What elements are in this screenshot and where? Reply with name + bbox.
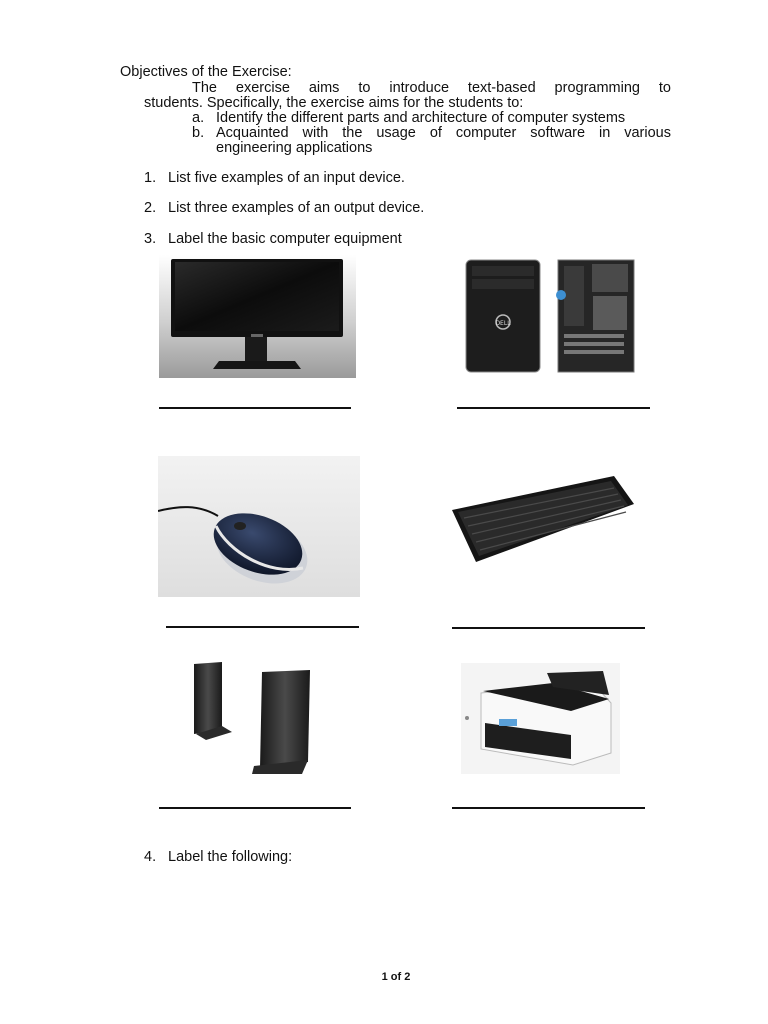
question-1-number: 1. — [144, 170, 157, 186]
question-4-number: 4. — [144, 849, 157, 865]
speakers-image — [186, 660, 312, 776]
keyboard-image — [446, 472, 637, 569]
question-1-text: List five examples of an input device. — [168, 170, 405, 186]
answer-line-system-unit[interactable] — [457, 407, 650, 409]
objective-b-text: Acquainted with the usage of computer software in various — [216, 125, 671, 141]
page-number: 1 of 2 — [381, 971, 411, 983]
objective-a-marker: a. — [192, 110, 205, 126]
answer-line-speakers[interactable] — [159, 807, 351, 809]
svg-text:DELL: DELL — [495, 320, 511, 327]
monitor-image — [159, 255, 356, 378]
objectives-intro-line2: students. Specifically, the exercise aims for the students to: — [144, 95, 524, 111]
objective-a-text: Identify the different parts and architecture of computer systems — [216, 110, 626, 126]
question-2-number: 2. — [144, 200, 157, 216]
answer-line-mouse[interactable] — [166, 626, 359, 628]
objectives-intro-line1: The exercise aims to introduce text-based programming to — [192, 80, 671, 96]
objective-b-marker: b. — [192, 125, 205, 141]
question-2-text: List three examples of an output device. — [168, 200, 425, 216]
objective-b-text-cont: engineering applications — [216, 140, 373, 156]
system-unit-image — [462, 256, 640, 376]
question-3-number: 3. — [144, 231, 157, 247]
answer-line-keyboard[interactable] — [452, 627, 645, 629]
printer-image — [461, 663, 620, 774]
mouse-image — [158, 456, 360, 597]
answer-line-monitor[interactable] — [159, 407, 351, 409]
answer-line-printer[interactable] — [452, 807, 645, 809]
question-4-text: Label the following: — [168, 849, 293, 865]
objectives-heading: Objectives of the Exercise: — [120, 64, 292, 80]
question-3-text: Label the basic computer equipment — [168, 231, 402, 247]
